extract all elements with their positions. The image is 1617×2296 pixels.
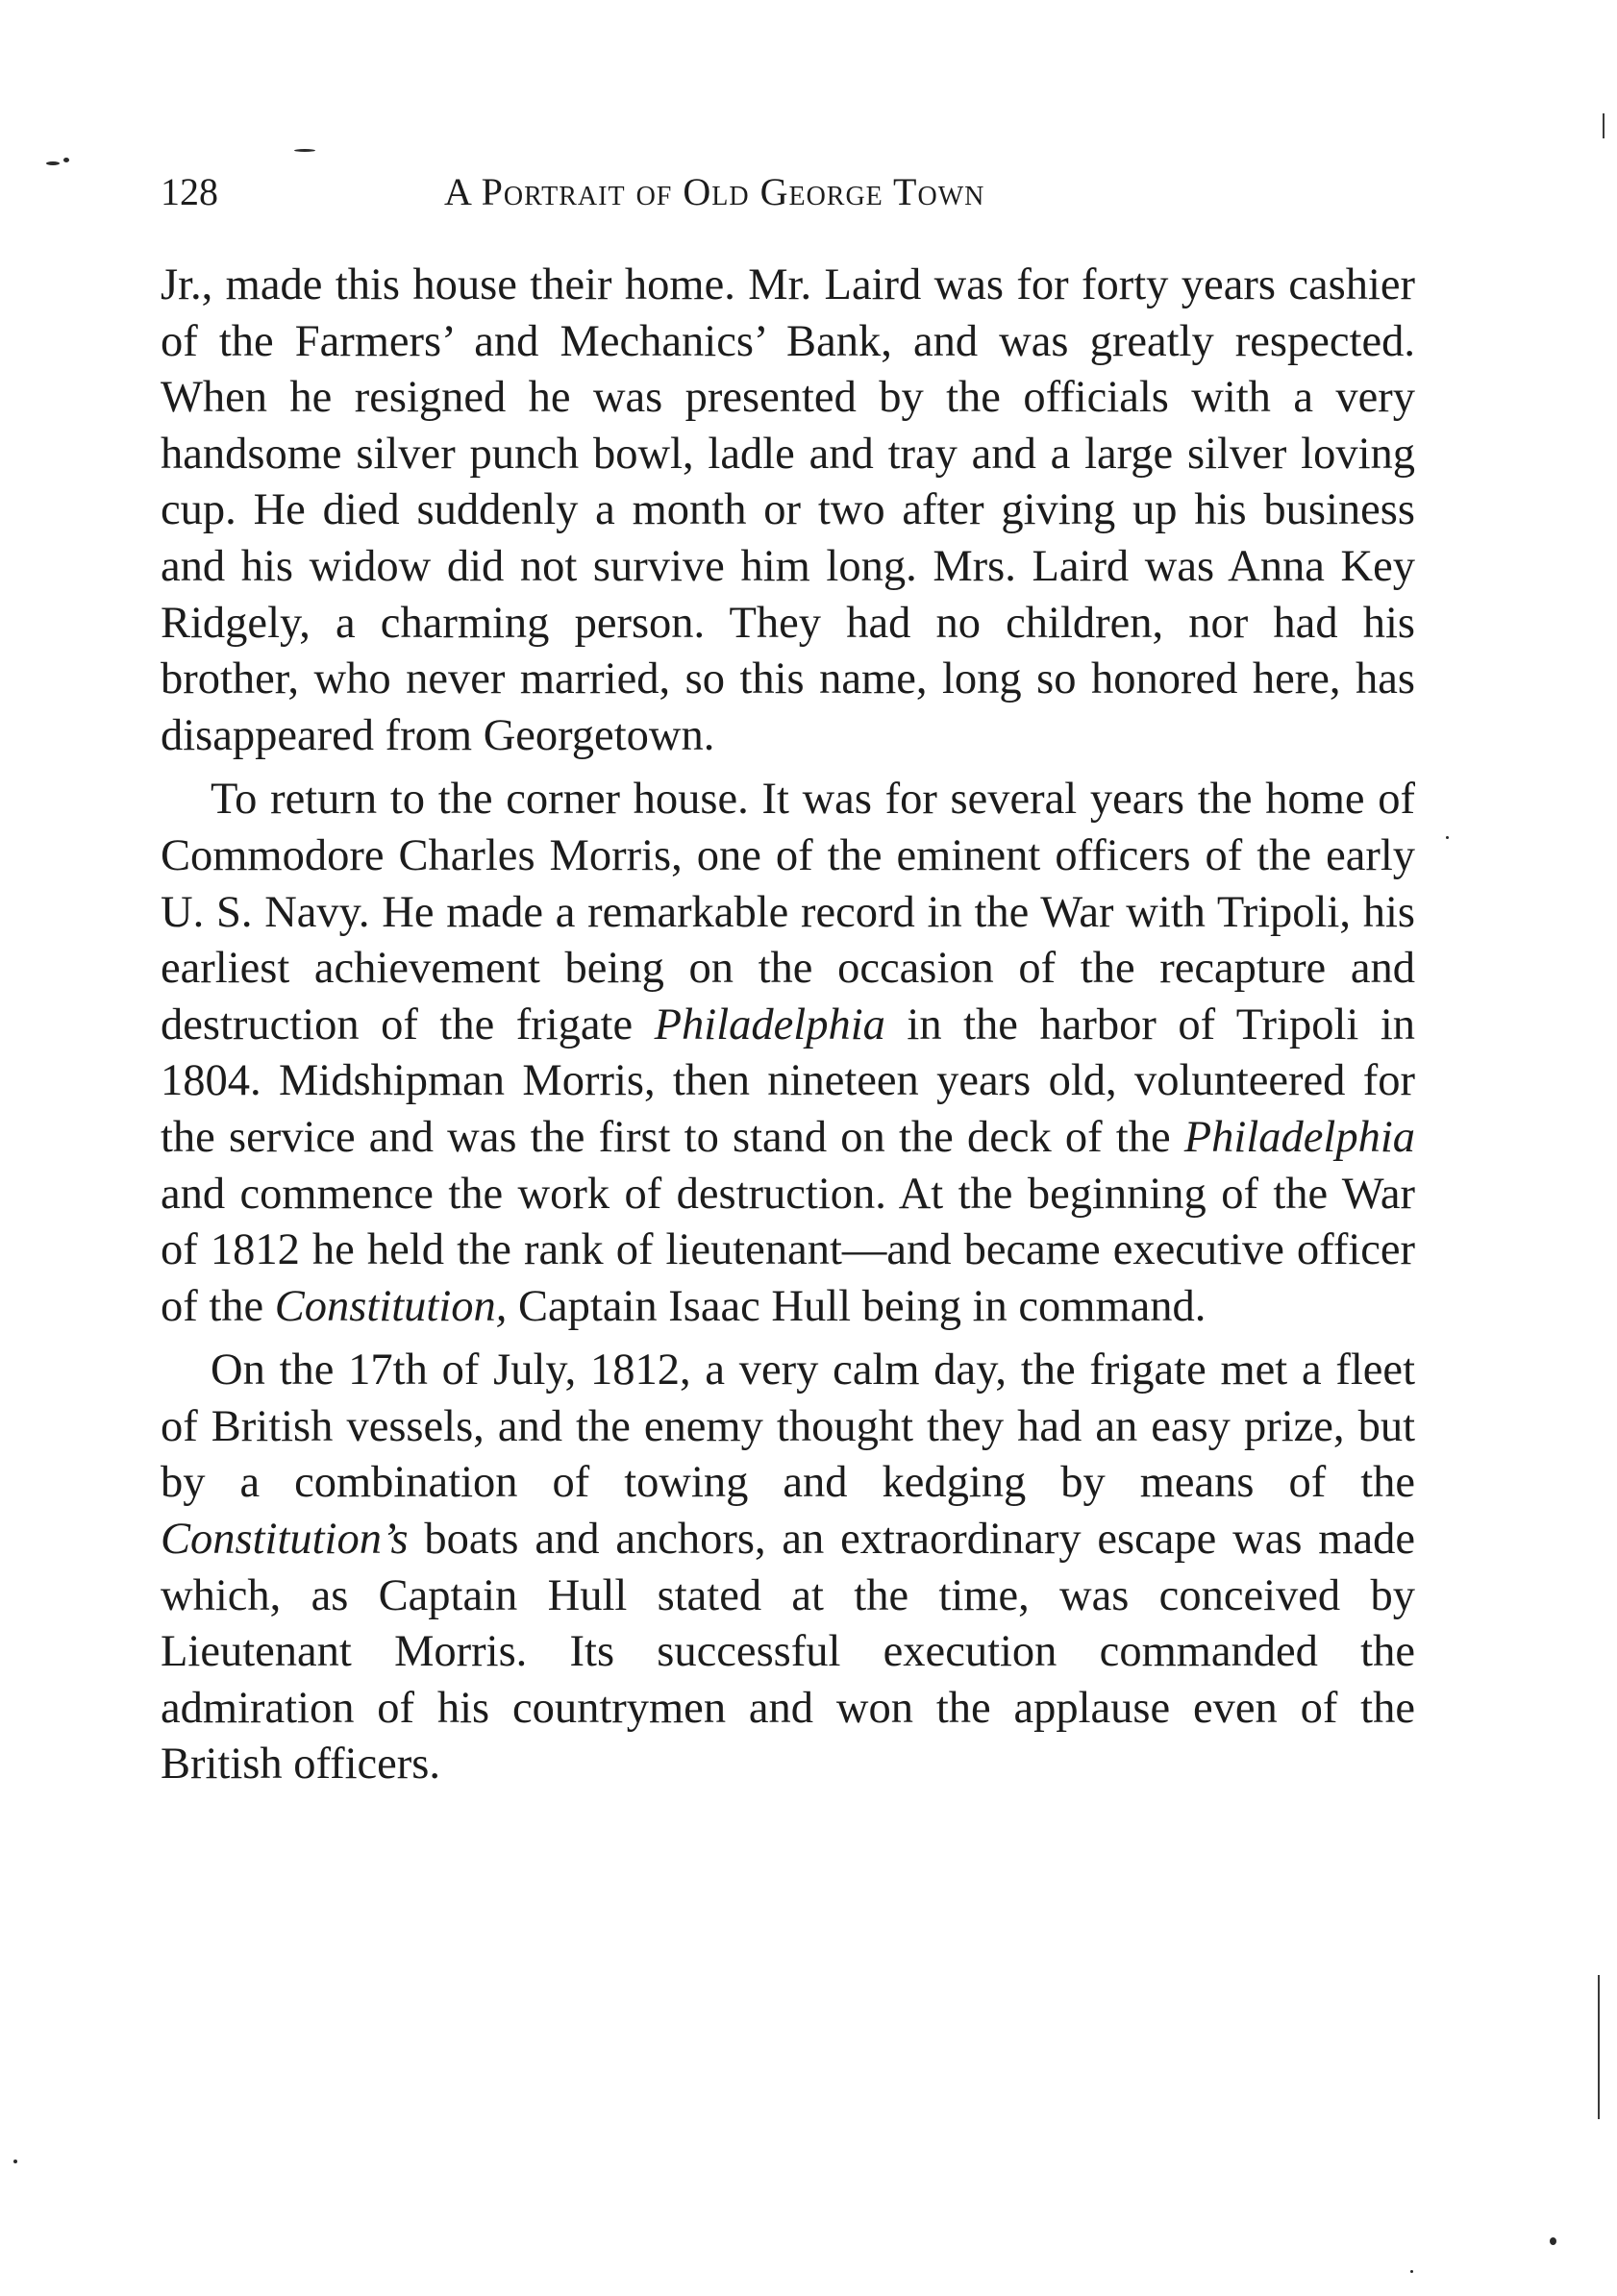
ship-name: Philadelphia: [654, 1000, 885, 1049]
paragraph-text: boats and anchors, an extraordinary escape was made which, as Captain Hull stated at the time, was conceived by Lieutenant Morris. Its successful execution commanded the admiration of his countrymen and won the applause even of the British officers.: [161, 1515, 1415, 1790]
scan-mark: [46, 161, 60, 165]
ship-name: Constitution’s: [161, 1515, 409, 1565]
paragraph-1: [161, 258, 1415, 764]
running-title: A Portrait of Old George Town: [444, 170, 985, 213]
scan-mark: [1446, 836, 1449, 839]
scan-mark: [63, 158, 69, 162]
page-number: 128: [161, 170, 218, 213]
paragraph-text: To return to the corner house. It was for several years the home of Commodore Charles Morris, one of the eminent officers of the early U. S. Navy. He made a remarkable record in the War with Tripoli, his earliest achievement being on the occasion of the recapture and destruction of the frigate: [161, 775, 1415, 1049]
scan-mark: [1550, 2237, 1556, 2245]
scan-mark: [1603, 113, 1605, 138]
body-text: [161, 258, 1415, 1793]
paragraph-text: in the harbor of Tripoli in 1804. Midshipman Morris, then nineteen years old, volunteered for the service and was the first to stand on the deck of the: [161, 1000, 1415, 1162]
scan-mark: [13, 2160, 17, 2163]
running-head: [161, 163, 1410, 221]
scan-mark: [1410, 2270, 1413, 2273]
paragraph-text: Captain Isaac Hull being in command.: [507, 1281, 1207, 1331]
scan-mark: [1598, 1975, 1600, 2119]
paragraph-3: [161, 1343, 1415, 1793]
paragraph-2: [161, 772, 1415, 1335]
ship-name: Philadelphia: [1183, 1112, 1415, 1162]
ship-name: Constitution,: [274, 1281, 508, 1331]
paragraph-text: Jr., made this house their home. Mr. Laird was for forty years cashier of the Farmers’ and Mechanics’ Bank, and was greatly respected. When he resigned he was presented by the officials with a very handsome silver punch bowl, ladle and tray and a large silver loving cup. He died suddenly a month or two after giving up his business and his widow did not survive him long. Mrs. Laird was Anna Key Ridgely, a charming person. They had no children, nor had his brother, who never married, so this name, long so honored here, has disappeared from Georgetown.: [161, 260, 1415, 760]
paragraph-text: On the 17th of July, 1812, a very calm day, the frigate met a fleet of British vessels, and the enemy thought they had an easy prize, but by a combination of towing and kedging by means of the: [161, 1346, 1415, 1508]
paragraph-text: and commence the work of destruction. At the beginning of the War of 1812 he held the rank of lieutenant—and became executive officer of the: [161, 1169, 1415, 1331]
scan-mark: [294, 149, 315, 152]
